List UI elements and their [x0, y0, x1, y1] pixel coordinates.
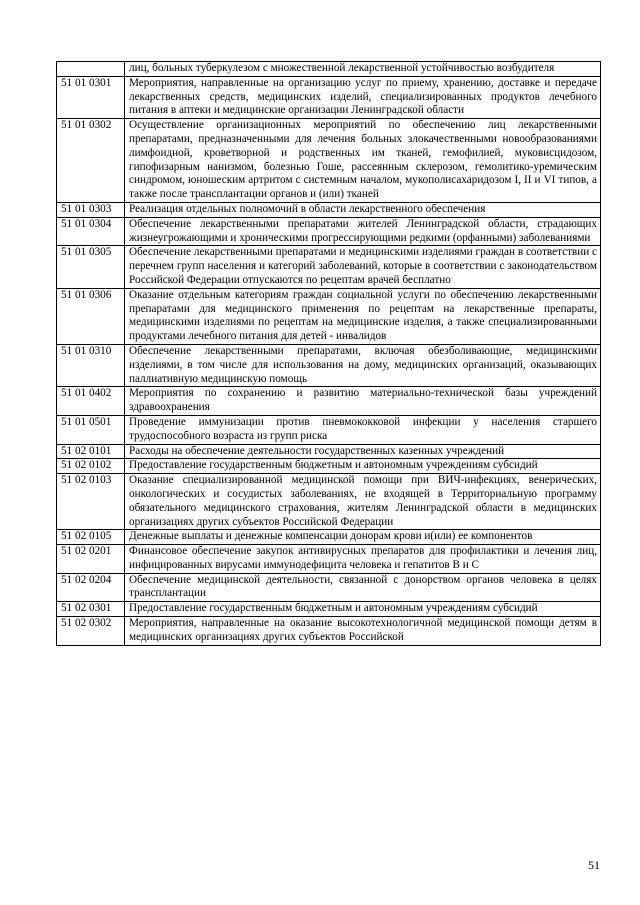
row-code: 51 01 0310	[57, 344, 125, 386]
table-row	[57, 119, 601, 203]
row-description: Предоставление государственным бюджетным и автономным учреждениям субсидий	[125, 459, 601, 474]
row-description: Оказание специализированной медицинской помощи при ВИЧ-инфекциях, венерических, онкологических и сосудистых заболеваниях, не входящей в Территориальную программу обязательного медицинского страхования, жителям Ленинградской области в медицинских организациях других субъектов Российской Федерации	[125, 474, 601, 530]
table-row	[57, 617, 601, 646]
row-description: Реализация отдельных полномочий в области лекарственного обеспечения	[125, 202, 601, 217]
page-number: 51	[588, 858, 600, 872]
table-row	[57, 474, 601, 530]
table-row	[57, 76, 601, 118]
table-row	[57, 202, 601, 217]
table-row	[57, 573, 601, 602]
table-row	[57, 459, 601, 474]
row-description: Осуществление организационных мероприятий по обеспечению лиц лекарственными препаратами, предназначенными для лечения больных злокачественными новообразованиями лимфоидной, кроветворной и родственных им тканей, гемофилией, муковисцидозом, гипофизарным нанизмом, болезнью Гоше, рассеянным склерозом, гемолитико-уремическим синдромом, юношеским артритом с системным началом, мукополисахаридозом I, II и VI типов, а также после трансплантации органов и (или) тканей	[125, 119, 601, 203]
table-row	[57, 217, 601, 246]
row-description: Обеспечение лекарственными препаратами и медицинскими изделиями граждан в соответствии с перечнем групп населения и категорий заболеваний, которые в соответствии с законодательством Российской Федерации отпускаются по рецептам врачей бесплатно	[125, 246, 601, 288]
row-code: 51 01 0303	[57, 202, 125, 217]
row-description: Предоставление государственным бюджетным и автономным учреждениям субсидий	[125, 602, 601, 617]
row-code: 51 01 0305	[57, 246, 125, 288]
row-code: 51 02 0302	[57, 617, 125, 646]
row-description: Обеспечение лекарственными препаратами, включая обезболивающие, медицинскими изделиями, в том числе для использования на дому, медицинских организаций, оказывающих паллиативную медицинскую помощь	[125, 344, 601, 386]
row-description: Обеспечение медицинской деятельности, связанной с донорством органов человека в целях трансплантации	[125, 573, 601, 602]
row-code: 51 01 0302	[57, 119, 125, 203]
row-description: Проведение иммунизации против пневмококковой инфекции у населения старшего трудоспособного возраста из групп риска	[125, 415, 601, 444]
row-code: 51 01 0304	[57, 217, 125, 246]
row-code: 51 01 0501	[57, 415, 125, 444]
row-description: Обеспечение лекарственными препаратами жителей Ленинградской области, страдающих жизнеугрожающими и хроническими прогрессирующими редкими (орфанными) заболеваниями	[125, 217, 601, 246]
row-description: Мероприятия, направленные на оказание высокотехнологичной медицинской помощи детям в медицинских организациях других субъектов Российской	[125, 617, 601, 646]
table-row	[57, 288, 601, 344]
table-row	[57, 387, 601, 416]
row-code: 51 02 0105	[57, 530, 125, 545]
row-code: 51 02 0301	[57, 602, 125, 617]
table-row	[57, 444, 601, 459]
row-description: лиц, больных туберкулезом с множественной лекарственной устойчивостью возбудителя	[125, 62, 601, 77]
table-row	[57, 415, 601, 444]
table-row	[57, 530, 601, 545]
table-row	[57, 344, 601, 386]
table-body	[57, 62, 601, 646]
row-code: 51 01 0301	[57, 76, 125, 118]
budget-codes-table	[56, 61, 601, 646]
row-code: 51 01 0306	[57, 288, 125, 344]
table-row	[57, 62, 601, 77]
row-description: Мероприятия, направленные на организацию услуг по приему, хранению, доставке и передаче лекарственных средств, медицинских изделий, специализированных продуктов лечебного питания в аптеки и медицинские организации Ленинградской области	[125, 76, 601, 118]
row-code: 51 02 0204	[57, 573, 125, 602]
row-description: Финансовое обеспечение закупок антивирусных препаратов для профилактики и лечения лиц, инфицированных вирусами иммунодефицита человека и гепатитов В и С	[125, 545, 601, 574]
row-code: 51 02 0103	[57, 474, 125, 530]
row-description: Мероприятия по сохранению и развитию материально-технической базы учреждений здравоохранения	[125, 387, 601, 416]
row-code: 51 02 0101	[57, 444, 125, 459]
row-description: Оказание отдельным категориям граждан социальной услуги по обеспечению лекарственными препаратами для медицинского применения по рецептам на лекарственные препараты, медицинскими изделиями по рецептам на медицинские изделия, а также специализированными продуктами лечебного питания для детей - инвалидов	[125, 288, 601, 344]
row-code: 51 02 0102	[57, 459, 125, 474]
row-code	[57, 62, 125, 77]
table-row	[57, 246, 601, 288]
row-description: Денежные выплаты и денежные компенсации донорам крови и(или) ее компонентов	[125, 530, 601, 545]
row-code: 51 01 0402	[57, 387, 125, 416]
table-row	[57, 545, 601, 574]
table-row	[57, 602, 601, 617]
row-description: Расходы на обеспечение деятельности государственных казенных учреждений	[125, 444, 601, 459]
row-code: 51 02 0201	[57, 545, 125, 574]
